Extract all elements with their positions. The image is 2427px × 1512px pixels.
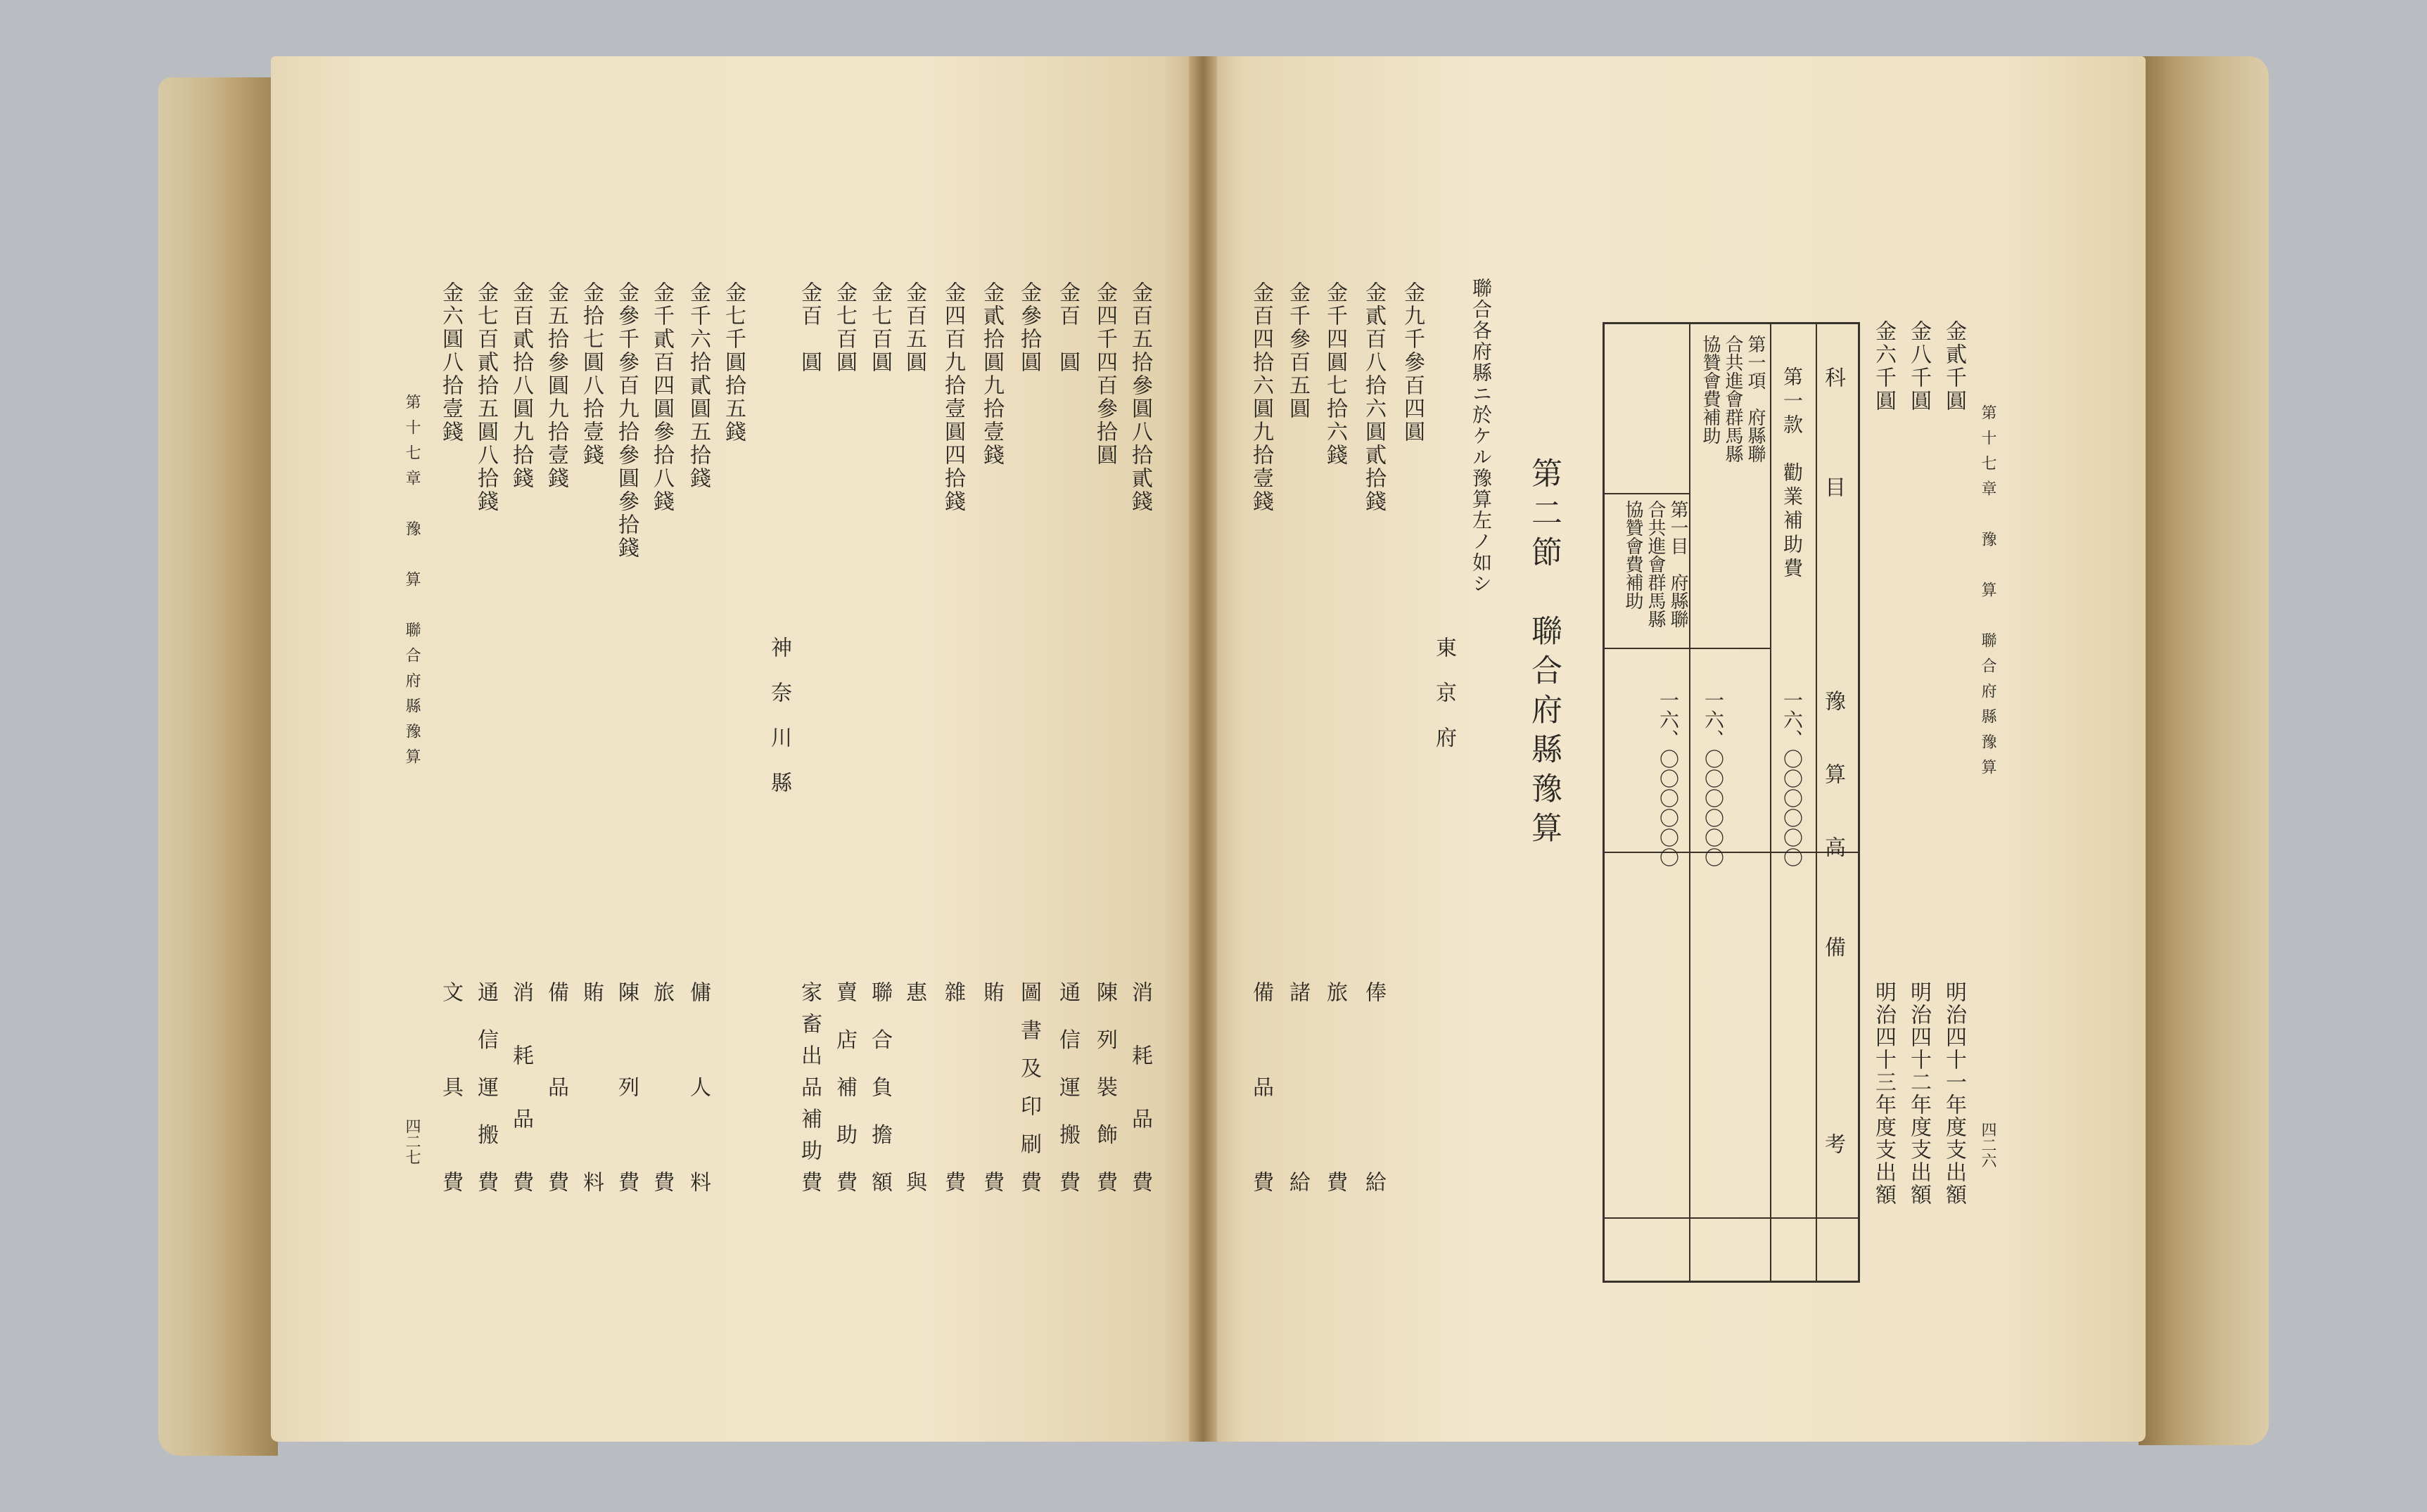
budget-table xyxy=(1603,322,1860,1283)
row-budget: 一六、〇〇〇〇〇〇 xyxy=(1702,690,1725,867)
item: 家畜出品補助費 xyxy=(797,981,822,1192)
amount: 金八千圓 xyxy=(1906,320,1931,413)
row-budget: 一六、〇〇〇〇〇〇 xyxy=(1781,690,1804,867)
table-row-divider xyxy=(1605,1217,1858,1219)
item: 消耗品費 xyxy=(1128,981,1152,1192)
amount: 金貳拾圓九拾壹錢 xyxy=(979,281,1004,467)
amount: 金六圓八拾壹錢 xyxy=(438,281,463,444)
amount: 金貳千圓 xyxy=(1942,320,1966,413)
item: 俸給 xyxy=(1361,981,1386,1192)
amount: 金九千參百四圓 xyxy=(1400,281,1425,444)
right-running-header: 第十七章 豫 算 聯合府縣豫算 xyxy=(1979,404,1996,784)
amount: 金七百貳拾五圓八拾錢 xyxy=(473,281,498,513)
item: 旅費 xyxy=(1323,981,1347,1192)
item: 惠與 xyxy=(902,981,926,1192)
item: 消耗品費 xyxy=(509,981,533,1192)
amount: 金參拾圓 xyxy=(1017,281,1041,374)
note: 明治四十二年度支出額 xyxy=(1906,981,1931,1206)
amount: 金四千四百參拾圓 xyxy=(1093,281,1117,467)
table-column-divider xyxy=(1770,324,1771,1281)
amount: 金參千參百九拾參圓參拾錢 xyxy=(614,281,639,560)
right-page-number: 四二六 xyxy=(1979,1122,1996,1168)
amount: 金百貳拾八圓九拾錢 xyxy=(509,281,533,490)
amount: 金百 圓 xyxy=(1055,281,1080,374)
item: 賄費 xyxy=(979,981,1004,1192)
amount: 金拾七圓八拾壹錢 xyxy=(579,281,604,467)
item: 備品費 xyxy=(1249,981,1273,1192)
amount: 金四百九拾壹圓四拾錢 xyxy=(941,281,965,513)
amount: 金百五拾參圓八拾貳錢 xyxy=(1128,281,1152,513)
amount: 金千參百五圓 xyxy=(1285,281,1310,421)
item: 文具費 xyxy=(438,981,463,1192)
row-subject: 第一項 府縣聯合共進會群馬縣協贊會費補助 xyxy=(1700,335,1766,463)
page-block-left xyxy=(158,77,278,1456)
section-intro: 聯合各府縣ニ於ケル豫算左ノ如シ xyxy=(1470,278,1493,594)
item: 諸給 xyxy=(1285,981,1310,1192)
item: 備品費 xyxy=(544,981,568,1192)
amount: 金六千圓 xyxy=(1871,320,1896,413)
note: 明治四十一年度支出額 xyxy=(1942,981,1966,1206)
amount: 金百四拾六圓九拾壹錢 xyxy=(1249,281,1273,513)
header-subject: 科 目 xyxy=(1821,366,1845,513)
book-gutter xyxy=(1189,56,1217,1442)
section-title: 第二節 聯合府縣豫算 xyxy=(1526,457,1562,851)
item: 通信運搬費 xyxy=(473,981,498,1192)
item: 賣店補助費 xyxy=(832,981,857,1192)
left-page-number: 四二七 xyxy=(403,1118,421,1165)
item: 賄料 xyxy=(579,981,604,1192)
item: 通信運搬費 xyxy=(1055,981,1080,1192)
item: 旅費 xyxy=(649,981,674,1192)
item: 傭人料 xyxy=(686,981,711,1192)
table-row-divider xyxy=(1605,493,1689,494)
item: 聯合負擔額 xyxy=(867,981,892,1192)
item: 雜費 xyxy=(941,981,965,1192)
row-subject: 第一款 勸業補助費 xyxy=(1781,366,1804,582)
table-row-divider xyxy=(1605,648,1770,649)
item: 陳列費 xyxy=(614,981,639,1192)
row-budget: 一六、〇〇〇〇〇〇 xyxy=(1657,690,1680,867)
amount: 金七百圓 xyxy=(867,281,892,374)
item: 圖書及印刷費 xyxy=(1017,981,1041,1192)
header-remarks: 備 考 xyxy=(1821,936,1845,1182)
amount: 金千六拾貳圓五拾錢 xyxy=(686,281,711,490)
amount: 金百 圓 xyxy=(797,281,822,374)
amount: 金五拾參圓九拾壹錢 xyxy=(544,281,568,490)
amount: 金千貳百四圓參拾八錢 xyxy=(649,281,674,513)
amount: 金百五圓 xyxy=(902,281,926,374)
left-running-header: 第十七章 豫 算 聯合府縣豫算 xyxy=(403,394,421,774)
right-prefecture: 東京府 xyxy=(1432,636,1456,771)
table-column-divider xyxy=(1689,324,1690,1281)
amount: 金貳百八拾六圓貳拾錢 xyxy=(1361,281,1386,513)
note: 明治四十三年度支出額 xyxy=(1871,981,1896,1206)
left-prefecture: 神奈川縣 xyxy=(767,636,791,816)
page-block-right xyxy=(2139,56,2269,1445)
amount: 金千四圓七拾六錢 xyxy=(1323,281,1347,467)
amount: 金七千圓拾五錢 xyxy=(721,281,746,444)
amount: 金七百圓 xyxy=(832,281,857,374)
row-subject: 第一目 府縣聯合共進會群馬縣協贊會費補助 xyxy=(1622,500,1688,628)
item: 陳列裝飾費 xyxy=(1093,981,1117,1192)
header-budget: 豫 算 高 xyxy=(1821,690,1845,873)
